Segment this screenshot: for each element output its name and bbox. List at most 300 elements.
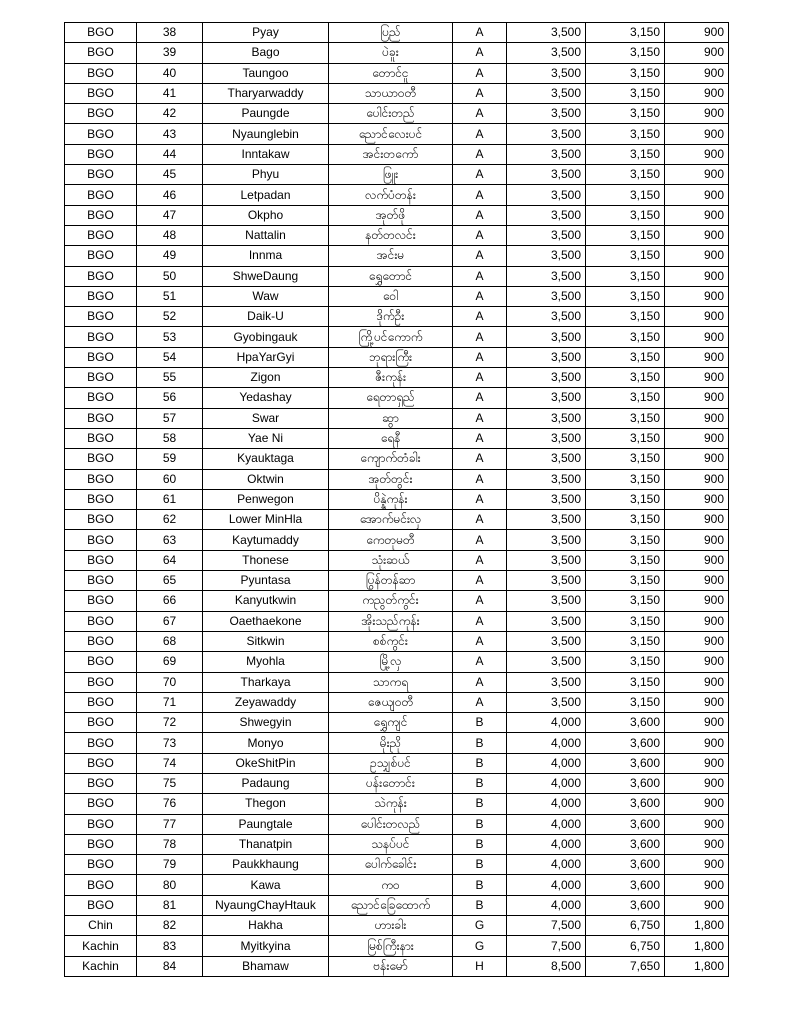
fee-cell: 900 <box>665 368 729 388</box>
number-cell: 65 <box>137 571 203 591</box>
region-cell: BGO <box>65 855 137 875</box>
table-row <box>65 753 729 773</box>
fee-cell: 900 <box>665 591 729 611</box>
fee-cell: 900 <box>665 469 729 489</box>
grade-cell: A <box>453 510 507 530</box>
price-cell: 4,000 <box>507 855 586 875</box>
township-cell: Pyuntasa <box>203 571 329 591</box>
region-cell: BGO <box>65 205 137 225</box>
township-cell: Myohla <box>203 652 329 672</box>
number-cell: 62 <box>137 510 203 530</box>
discount-price-cell: 3,150 <box>586 469 665 489</box>
table-body <box>65 23 729 977</box>
grade-cell: A <box>453 530 507 550</box>
number-cell: 58 <box>137 428 203 448</box>
region-cell: BGO <box>65 692 137 712</box>
fee-cell: 900 <box>665 814 729 834</box>
township-myanmar-cell: အုတ်တွင်း <box>329 469 453 489</box>
grade-cell: B <box>453 773 507 793</box>
grade-cell: A <box>453 368 507 388</box>
discount-price-cell: 3,150 <box>586 83 665 103</box>
number-cell: 47 <box>137 205 203 225</box>
price-cell: 4,000 <box>507 713 586 733</box>
table-row <box>65 956 729 976</box>
region-cell: BGO <box>65 408 137 428</box>
number-cell: 79 <box>137 855 203 875</box>
township-myanmar-cell: ဗန်းမော် <box>329 956 453 976</box>
number-cell: 83 <box>137 936 203 956</box>
region-cell: BGO <box>65 388 137 408</box>
price-cell: 4,000 <box>507 753 586 773</box>
price-cell: 3,500 <box>507 368 586 388</box>
township-myanmar-cell: ရွှေကျင် <box>329 713 453 733</box>
grade-cell: A <box>453 205 507 225</box>
fee-cell: 900 <box>665 185 729 205</box>
number-cell: 66 <box>137 591 203 611</box>
township-myanmar-cell: ဇီးကုန်း <box>329 368 453 388</box>
fee-cell: 1,800 <box>665 956 729 976</box>
fee-cell: 900 <box>665 652 729 672</box>
township-myanmar-cell: ရွှေတောင် <box>329 266 453 286</box>
price-cell: 3,500 <box>507 286 586 306</box>
township-myanmar-cell: နတ်တလင်း <box>329 225 453 245</box>
grade-cell: A <box>453 591 507 611</box>
discount-price-cell: 3,150 <box>586 550 665 570</box>
table-row <box>65 611 729 631</box>
township-cell: Inntakaw <box>203 144 329 164</box>
number-cell: 49 <box>137 246 203 266</box>
discount-price-cell: 3,150 <box>586 449 665 469</box>
price-cell: 3,500 <box>507 104 586 124</box>
region-cell: BGO <box>65 307 137 327</box>
number-cell: 75 <box>137 773 203 793</box>
township-cell: NyaungChayHtauk <box>203 895 329 915</box>
region-cell: BGO <box>65 469 137 489</box>
rates-table <box>64 22 729 977</box>
grade-cell: A <box>453 489 507 509</box>
table-row <box>65 834 729 854</box>
number-cell: 59 <box>137 449 203 469</box>
table-row <box>65 388 729 408</box>
price-cell: 3,500 <box>507 347 586 367</box>
township-cell: Swar <box>203 408 329 428</box>
price-cell: 3,500 <box>507 428 586 448</box>
township-cell: Zeyawaddy <box>203 692 329 712</box>
township-cell: Nattalin <box>203 225 329 245</box>
number-cell: 74 <box>137 753 203 773</box>
table-row <box>65 144 729 164</box>
region-cell: BGO <box>65 63 137 83</box>
price-cell: 7,500 <box>507 936 586 956</box>
grade-cell: A <box>453 246 507 266</box>
discount-price-cell: 3,600 <box>586 834 665 854</box>
township-myanmar-cell: ပေါင်းတလည် <box>329 814 453 834</box>
township-myanmar-cell: ဆွာ <box>329 408 453 428</box>
region-cell: BGO <box>65 591 137 611</box>
grade-cell: B <box>453 753 507 773</box>
township-cell: Paungtale <box>203 814 329 834</box>
township-cell: Thegon <box>203 794 329 814</box>
region-cell: BGO <box>65 773 137 793</box>
township-myanmar-cell: ပြွန်တန်ဆာ <box>329 571 453 591</box>
number-cell: 82 <box>137 916 203 936</box>
region-cell: BGO <box>65 550 137 570</box>
number-cell: 54 <box>137 347 203 367</box>
table-row <box>65 631 729 651</box>
region-cell: BGO <box>65 753 137 773</box>
number-cell: 60 <box>137 469 203 489</box>
number-cell: 53 <box>137 327 203 347</box>
township-cell: Daik-U <box>203 307 329 327</box>
fee-cell: 900 <box>665 104 729 124</box>
discount-price-cell: 3,600 <box>586 753 665 773</box>
grade-cell: A <box>453 327 507 347</box>
grade-cell: A <box>453 550 507 570</box>
discount-price-cell: 3,600 <box>586 895 665 915</box>
grade-cell: B <box>453 895 507 915</box>
township-cell: Yae Ni <box>203 428 329 448</box>
grade-cell: A <box>453 124 507 144</box>
discount-price-cell: 3,150 <box>586 489 665 509</box>
township-myanmar-cell: မြို့လှ <box>329 652 453 672</box>
fee-cell: 900 <box>665 733 729 753</box>
price-cell: 4,000 <box>507 773 586 793</box>
grade-cell: A <box>453 652 507 672</box>
grade-cell: A <box>453 449 507 469</box>
fee-cell: 900 <box>665 408 729 428</box>
discount-price-cell: 6,750 <box>586 916 665 936</box>
township-myanmar-cell: ရေတာရှည် <box>329 388 453 408</box>
township-cell: Oktwin <box>203 469 329 489</box>
township-cell: Okpho <box>203 205 329 225</box>
region-cell: BGO <box>65 672 137 692</box>
township-cell: Oaethaekone <box>203 611 329 631</box>
table-row <box>65 469 729 489</box>
table-row <box>65 205 729 225</box>
grade-cell: A <box>453 266 507 286</box>
region-cell: BGO <box>65 489 137 509</box>
township-cell: Nyaunglebin <box>203 124 329 144</box>
grade-cell: A <box>453 23 507 43</box>
number-cell: 43 <box>137 124 203 144</box>
grade-cell: G <box>453 916 507 936</box>
price-cell: 8,500 <box>507 956 586 976</box>
number-cell: 61 <box>137 489 203 509</box>
discount-price-cell: 3,150 <box>586 23 665 43</box>
number-cell: 78 <box>137 834 203 854</box>
region-cell: BGO <box>65 368 137 388</box>
price-cell: 3,500 <box>507 672 586 692</box>
grade-cell: B <box>453 794 507 814</box>
region-cell: BGO <box>65 185 137 205</box>
table-row <box>65 550 729 570</box>
region-cell: BGO <box>65 611 137 631</box>
number-cell: 84 <box>137 956 203 976</box>
region-cell: BGO <box>65 23 137 43</box>
number-cell: 73 <box>137 733 203 753</box>
fee-cell: 900 <box>665 611 729 631</box>
price-cell: 3,500 <box>507 266 586 286</box>
township-myanmar-cell: ညောင်လေးပင် <box>329 124 453 144</box>
number-cell: 39 <box>137 43 203 63</box>
table-row <box>65 733 729 753</box>
township-myanmar-cell: သနပ်ပင် <box>329 834 453 854</box>
grade-cell: A <box>453 63 507 83</box>
township-myanmar-cell: အုတ်ဖို <box>329 205 453 225</box>
price-cell: 3,500 <box>507 43 586 63</box>
fee-cell: 900 <box>665 347 729 367</box>
township-myanmar-cell: ဝေါ <box>329 286 453 306</box>
region-cell: BGO <box>65 510 137 530</box>
region-cell: Chin <box>65 916 137 936</box>
discount-price-cell: 3,150 <box>586 124 665 144</box>
region-cell: BGO <box>65 124 137 144</box>
township-myanmar-cell: သာယာဝတီ <box>329 83 453 103</box>
price-cell: 3,500 <box>507 591 586 611</box>
price-cell: 3,500 <box>507 550 586 570</box>
grade-cell: G <box>453 936 507 956</box>
township-cell: Waw <box>203 286 329 306</box>
table-row <box>65 652 729 672</box>
table-row <box>65 855 729 875</box>
discount-price-cell: 3,150 <box>586 327 665 347</box>
fee-cell: 900 <box>665 205 729 225</box>
fee-cell: 900 <box>665 43 729 63</box>
price-cell: 3,500 <box>507 571 586 591</box>
region-cell: BGO <box>65 327 137 347</box>
grade-cell: A <box>453 165 507 185</box>
discount-price-cell: 3,150 <box>586 43 665 63</box>
township-myanmar-cell: လက်ပံတန်း <box>329 185 453 205</box>
township-cell: Bago <box>203 43 329 63</box>
table-row <box>65 43 729 63</box>
township-cell: Yedashay <box>203 388 329 408</box>
discount-price-cell: 3,150 <box>586 307 665 327</box>
table-row <box>65 83 729 103</box>
region-cell: BGO <box>65 286 137 306</box>
table-row <box>65 936 729 956</box>
region-cell: BGO <box>65 449 137 469</box>
price-cell: 3,500 <box>507 83 586 103</box>
discount-price-cell: 3,150 <box>586 368 665 388</box>
table-row <box>65 347 729 367</box>
price-cell: 3,500 <box>507 165 586 185</box>
region-cell: BGO <box>65 571 137 591</box>
discount-price-cell: 3,150 <box>586 652 665 672</box>
grade-cell: A <box>453 347 507 367</box>
grade-cell: A <box>453 408 507 428</box>
grade-cell: B <box>453 834 507 854</box>
township-cell: Gyobingauk <box>203 327 329 347</box>
number-cell: 57 <box>137 408 203 428</box>
grade-cell: A <box>453 692 507 712</box>
fee-cell: 900 <box>665 510 729 530</box>
price-cell: 4,000 <box>507 895 586 915</box>
grade-cell: A <box>453 469 507 489</box>
region-cell: BGO <box>65 347 137 367</box>
discount-price-cell: 3,150 <box>586 672 665 692</box>
township-myanmar-cell: ကေတုမတီ <box>329 530 453 550</box>
table-row <box>65 63 729 83</box>
grade-cell: B <box>453 733 507 753</box>
price-cell: 3,500 <box>507 327 586 347</box>
township-myanmar-cell: အင်းမ <box>329 246 453 266</box>
township-cell: Phyu <box>203 165 329 185</box>
price-cell: 3,500 <box>507 692 586 712</box>
township-myanmar-cell: ဘုရားကြီး <box>329 347 453 367</box>
fee-cell: 900 <box>665 773 729 793</box>
grade-cell: A <box>453 307 507 327</box>
grade-cell: A <box>453 83 507 103</box>
price-cell: 3,500 <box>507 449 586 469</box>
region-cell: BGO <box>65 713 137 733</box>
price-cell: 4,000 <box>507 814 586 834</box>
number-cell: 46 <box>137 185 203 205</box>
number-cell: 45 <box>137 165 203 185</box>
township-myanmar-cell: ဖြူး <box>329 165 453 185</box>
township-myanmar-cell: ကညွတ်ကွင်း <box>329 591 453 611</box>
discount-price-cell: 3,150 <box>586 246 665 266</box>
number-cell: 41 <box>137 83 203 103</box>
number-cell: 51 <box>137 286 203 306</box>
table-row <box>65 672 729 692</box>
table-row <box>65 449 729 469</box>
region-cell: BGO <box>65 165 137 185</box>
price-cell: 7,500 <box>507 916 586 936</box>
fee-cell: 900 <box>665 246 729 266</box>
discount-price-cell: 3,150 <box>586 185 665 205</box>
discount-price-cell: 3,600 <box>586 794 665 814</box>
grade-cell: H <box>453 956 507 976</box>
township-cell: OkeShitPin <box>203 753 329 773</box>
number-cell: 56 <box>137 388 203 408</box>
fee-cell: 900 <box>665 895 729 915</box>
table-row <box>65 104 729 124</box>
grade-cell: A <box>453 104 507 124</box>
table-row <box>65 368 729 388</box>
price-cell: 3,500 <box>507 530 586 550</box>
region-cell: BGO <box>65 631 137 651</box>
table-row <box>65 428 729 448</box>
region-cell: BGO <box>65 144 137 164</box>
grade-cell: B <box>453 814 507 834</box>
fee-cell: 900 <box>665 307 729 327</box>
number-cell: 69 <box>137 652 203 672</box>
table-row <box>65 591 729 611</box>
fee-cell: 900 <box>665 571 729 591</box>
fee-cell: 900 <box>665 165 729 185</box>
grade-cell: A <box>453 571 507 591</box>
township-cell: Letpadan <box>203 185 329 205</box>
price-cell: 3,500 <box>507 185 586 205</box>
grade-cell: A <box>453 185 507 205</box>
table-row <box>65 713 729 733</box>
township-myanmar-cell: သုံးဆယ် <box>329 550 453 570</box>
fee-cell: 900 <box>665 428 729 448</box>
number-cell: 68 <box>137 631 203 651</box>
township-cell: Shwegyin <box>203 713 329 733</box>
region-cell: BGO <box>65 794 137 814</box>
township-myanmar-cell: ရေနီ <box>329 428 453 448</box>
township-cell: Hakha <box>203 916 329 936</box>
price-cell: 3,500 <box>507 652 586 672</box>
discount-price-cell: 3,150 <box>586 388 665 408</box>
fee-cell: 900 <box>665 124 729 144</box>
number-cell: 40 <box>137 63 203 83</box>
township-myanmar-cell: ပန်းတောင်း <box>329 773 453 793</box>
grade-cell: A <box>453 225 507 245</box>
grade-cell: A <box>453 144 507 164</box>
fee-cell: 900 <box>665 855 729 875</box>
discount-price-cell: 3,150 <box>586 63 665 83</box>
number-cell: 63 <box>137 530 203 550</box>
region-cell: BGO <box>65 83 137 103</box>
table-row <box>65 246 729 266</box>
region-cell: BGO <box>65 652 137 672</box>
table-row <box>65 510 729 530</box>
number-cell: 52 <box>137 307 203 327</box>
fee-cell: 900 <box>665 327 729 347</box>
table-row <box>65 895 729 915</box>
number-cell: 77 <box>137 814 203 834</box>
township-myanmar-cell: ဒိုက်ဦး <box>329 307 453 327</box>
fee-cell: 900 <box>665 692 729 712</box>
fee-cell: 900 <box>665 875 729 895</box>
fee-cell: 900 <box>665 449 729 469</box>
fee-cell: 1,800 <box>665 936 729 956</box>
number-cell: 50 <box>137 266 203 286</box>
fee-cell: 900 <box>665 63 729 83</box>
township-myanmar-cell: ကြို့ပင်ကောက် <box>329 327 453 347</box>
region-cell: Kachin <box>65 956 137 976</box>
table-row <box>65 225 729 245</box>
grade-cell: B <box>453 855 507 875</box>
table-row <box>65 165 729 185</box>
discount-price-cell: 3,150 <box>586 104 665 124</box>
fee-cell: 900 <box>665 489 729 509</box>
fee-cell: 900 <box>665 83 729 103</box>
grade-cell: B <box>453 875 507 895</box>
fee-cell: 900 <box>665 388 729 408</box>
discount-price-cell: 3,600 <box>586 713 665 733</box>
table-row <box>65 307 729 327</box>
table-row <box>65 916 729 936</box>
table-row <box>65 571 729 591</box>
township-cell: Kawa <box>203 875 329 895</box>
region-cell: Kachin <box>65 936 137 956</box>
table-row <box>65 408 729 428</box>
fee-cell: 900 <box>665 23 729 43</box>
township-myanmar-cell: အောက်မင်းလှ <box>329 510 453 530</box>
township-myanmar-cell: ဥသျှစ်ပင် <box>329 753 453 773</box>
discount-price-cell: 3,150 <box>586 611 665 631</box>
region-cell: BGO <box>65 814 137 834</box>
price-cell: 3,500 <box>507 510 586 530</box>
fee-cell: 900 <box>665 550 729 570</box>
township-cell: Kanyutkwin <box>203 591 329 611</box>
price-cell: 3,500 <box>507 225 586 245</box>
table-row <box>65 124 729 144</box>
fee-cell: 900 <box>665 753 729 773</box>
price-cell: 3,500 <box>507 205 586 225</box>
region-cell: BGO <box>65 895 137 915</box>
discount-price-cell: 3,150 <box>586 225 665 245</box>
region-cell: BGO <box>65 225 137 245</box>
price-cell: 3,500 <box>507 611 586 631</box>
township-myanmar-cell: ပေါက်ခေါင်း <box>329 855 453 875</box>
fee-cell: 900 <box>665 713 729 733</box>
township-cell: Lower MinHla <box>203 510 329 530</box>
